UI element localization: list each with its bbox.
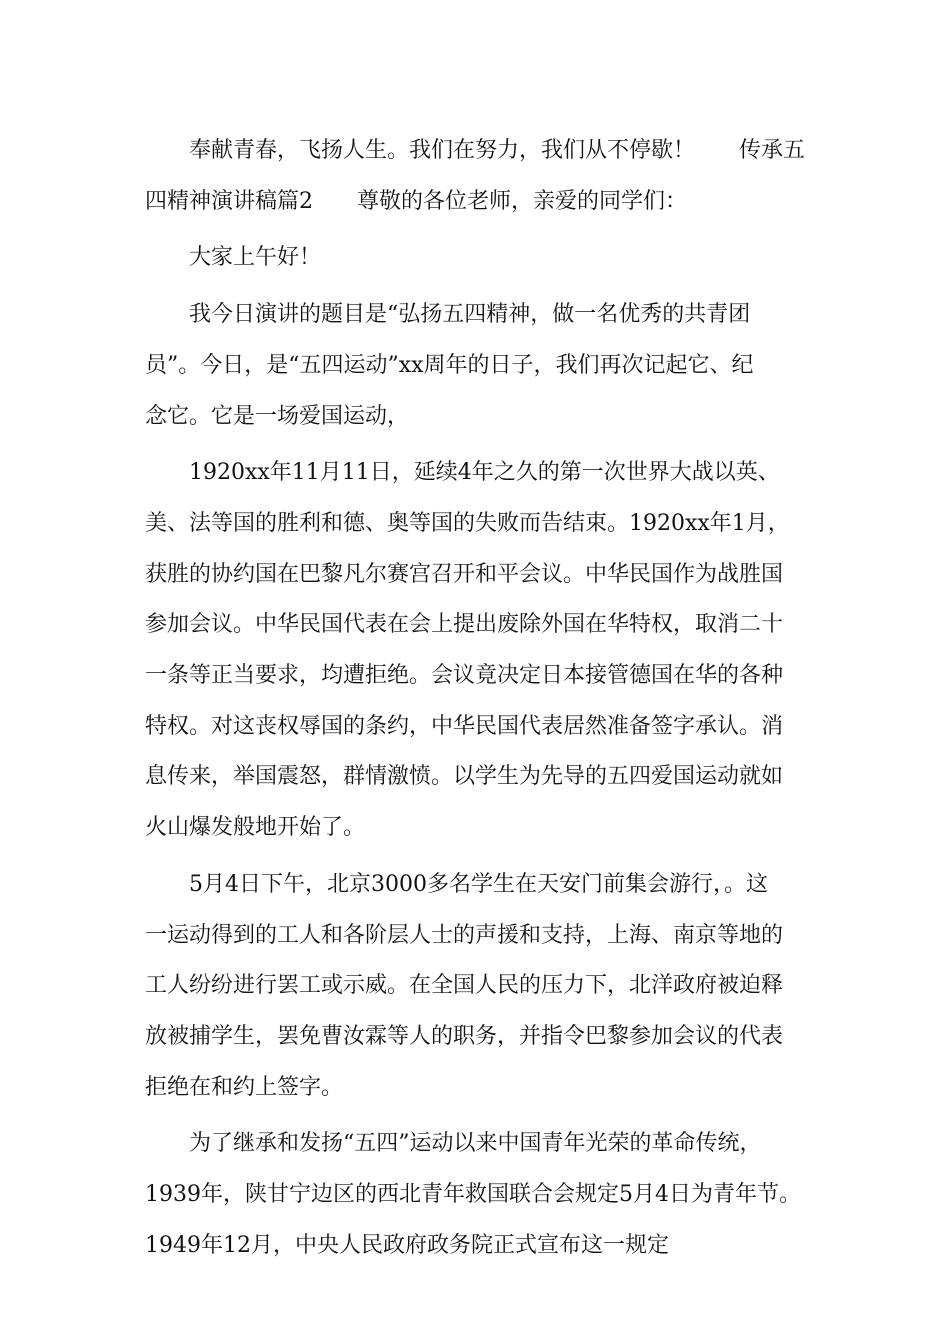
paragraph-line: 员”。今日，是“五四运动”xx周年的日子，我们再次记起它、纪 xyxy=(145,352,754,378)
paragraph-line: 特权。对这丧权辱国的条约，中华民国代表居然准备签字承认。消 xyxy=(145,713,784,739)
paragraph-1 xyxy=(145,126,817,227)
paragraph-5 xyxy=(145,860,817,1114)
paragraph-line: 一条等正当要求，均遭拒绝。会议竟决定日本接管德国在华的各种 xyxy=(145,663,784,689)
paragraph-line: 1939年，陕甘宁边区的西北青年救国联合会规定5月4日为青年节。 xyxy=(145,1182,801,1208)
paragraph-3 xyxy=(145,290,817,442)
paragraph-line: 一运动得到的工人和各阶层人士的声援和支持，上海、南京等地的 xyxy=(145,922,784,948)
paragraph-line: 工人纷纷进行罢工或示威。在全国人民的压力下，北洋政府被迫释 xyxy=(145,973,784,999)
paragraph-line: 参加会议。中华民国代表在会上提出废除外国在华特权，取消二十 xyxy=(145,612,784,638)
paragraph-2 xyxy=(145,233,817,284)
paragraph-line: 火山爆发般地开始了。 xyxy=(145,815,366,841)
paragraph-line: 我今日演讲的题目是“弘扬五四精神，做一名优秀的共青团 xyxy=(189,302,751,328)
paragraph-line: 1920xx年11月11日，延续4年之久的第一次世界大战以英、 xyxy=(189,460,780,486)
paragraph-6 xyxy=(145,1119,817,1271)
paragraph-line: 息传来，举国震怒，群情激愤。以学生为先导的五四爱国运动就如 xyxy=(145,764,784,790)
paragraph-line: 奉献青春，飞扬人生。我们在努力，我们从不停歇！ 传承五 xyxy=(189,138,806,163)
paragraph-line: 美、法等国的胜利和德、奥等国的失败而告结束。1920xx年1月， xyxy=(145,510,790,536)
document-body xyxy=(145,126,817,1271)
paragraph-line: 四精神演讲稿篇2 尊敬的各位老师，亲爱的同学们： xyxy=(145,188,687,214)
paragraph-line: 5月4日下午，北京3000多名学生在天安门前集会游行，。这 xyxy=(189,871,768,897)
paragraph-line: 大家上午好！ xyxy=(189,245,322,271)
paragraph-line: 放被捕学生，罢免曹汝霖等人的职务，并指令巴黎参加会议的代表 xyxy=(145,1023,784,1049)
paragraph-line: 念它。它是一场爱国运动， xyxy=(145,403,410,429)
paragraph-line: 获胜的协约国在巴黎凡尔赛宫召开和平会议。中华民国作为战胜国 xyxy=(145,561,784,587)
paragraph-line: 为了继承和发扬“五四”运动以来中国青年光荣的革命传统， xyxy=(189,1131,762,1157)
paragraph-line: 拒绝在和约上签字。 xyxy=(145,1074,344,1100)
paragraph-line: 1949年12月，中央人民政府政务院正式宣布这一规定 xyxy=(145,1232,669,1258)
paragraph-4 xyxy=(145,448,817,854)
